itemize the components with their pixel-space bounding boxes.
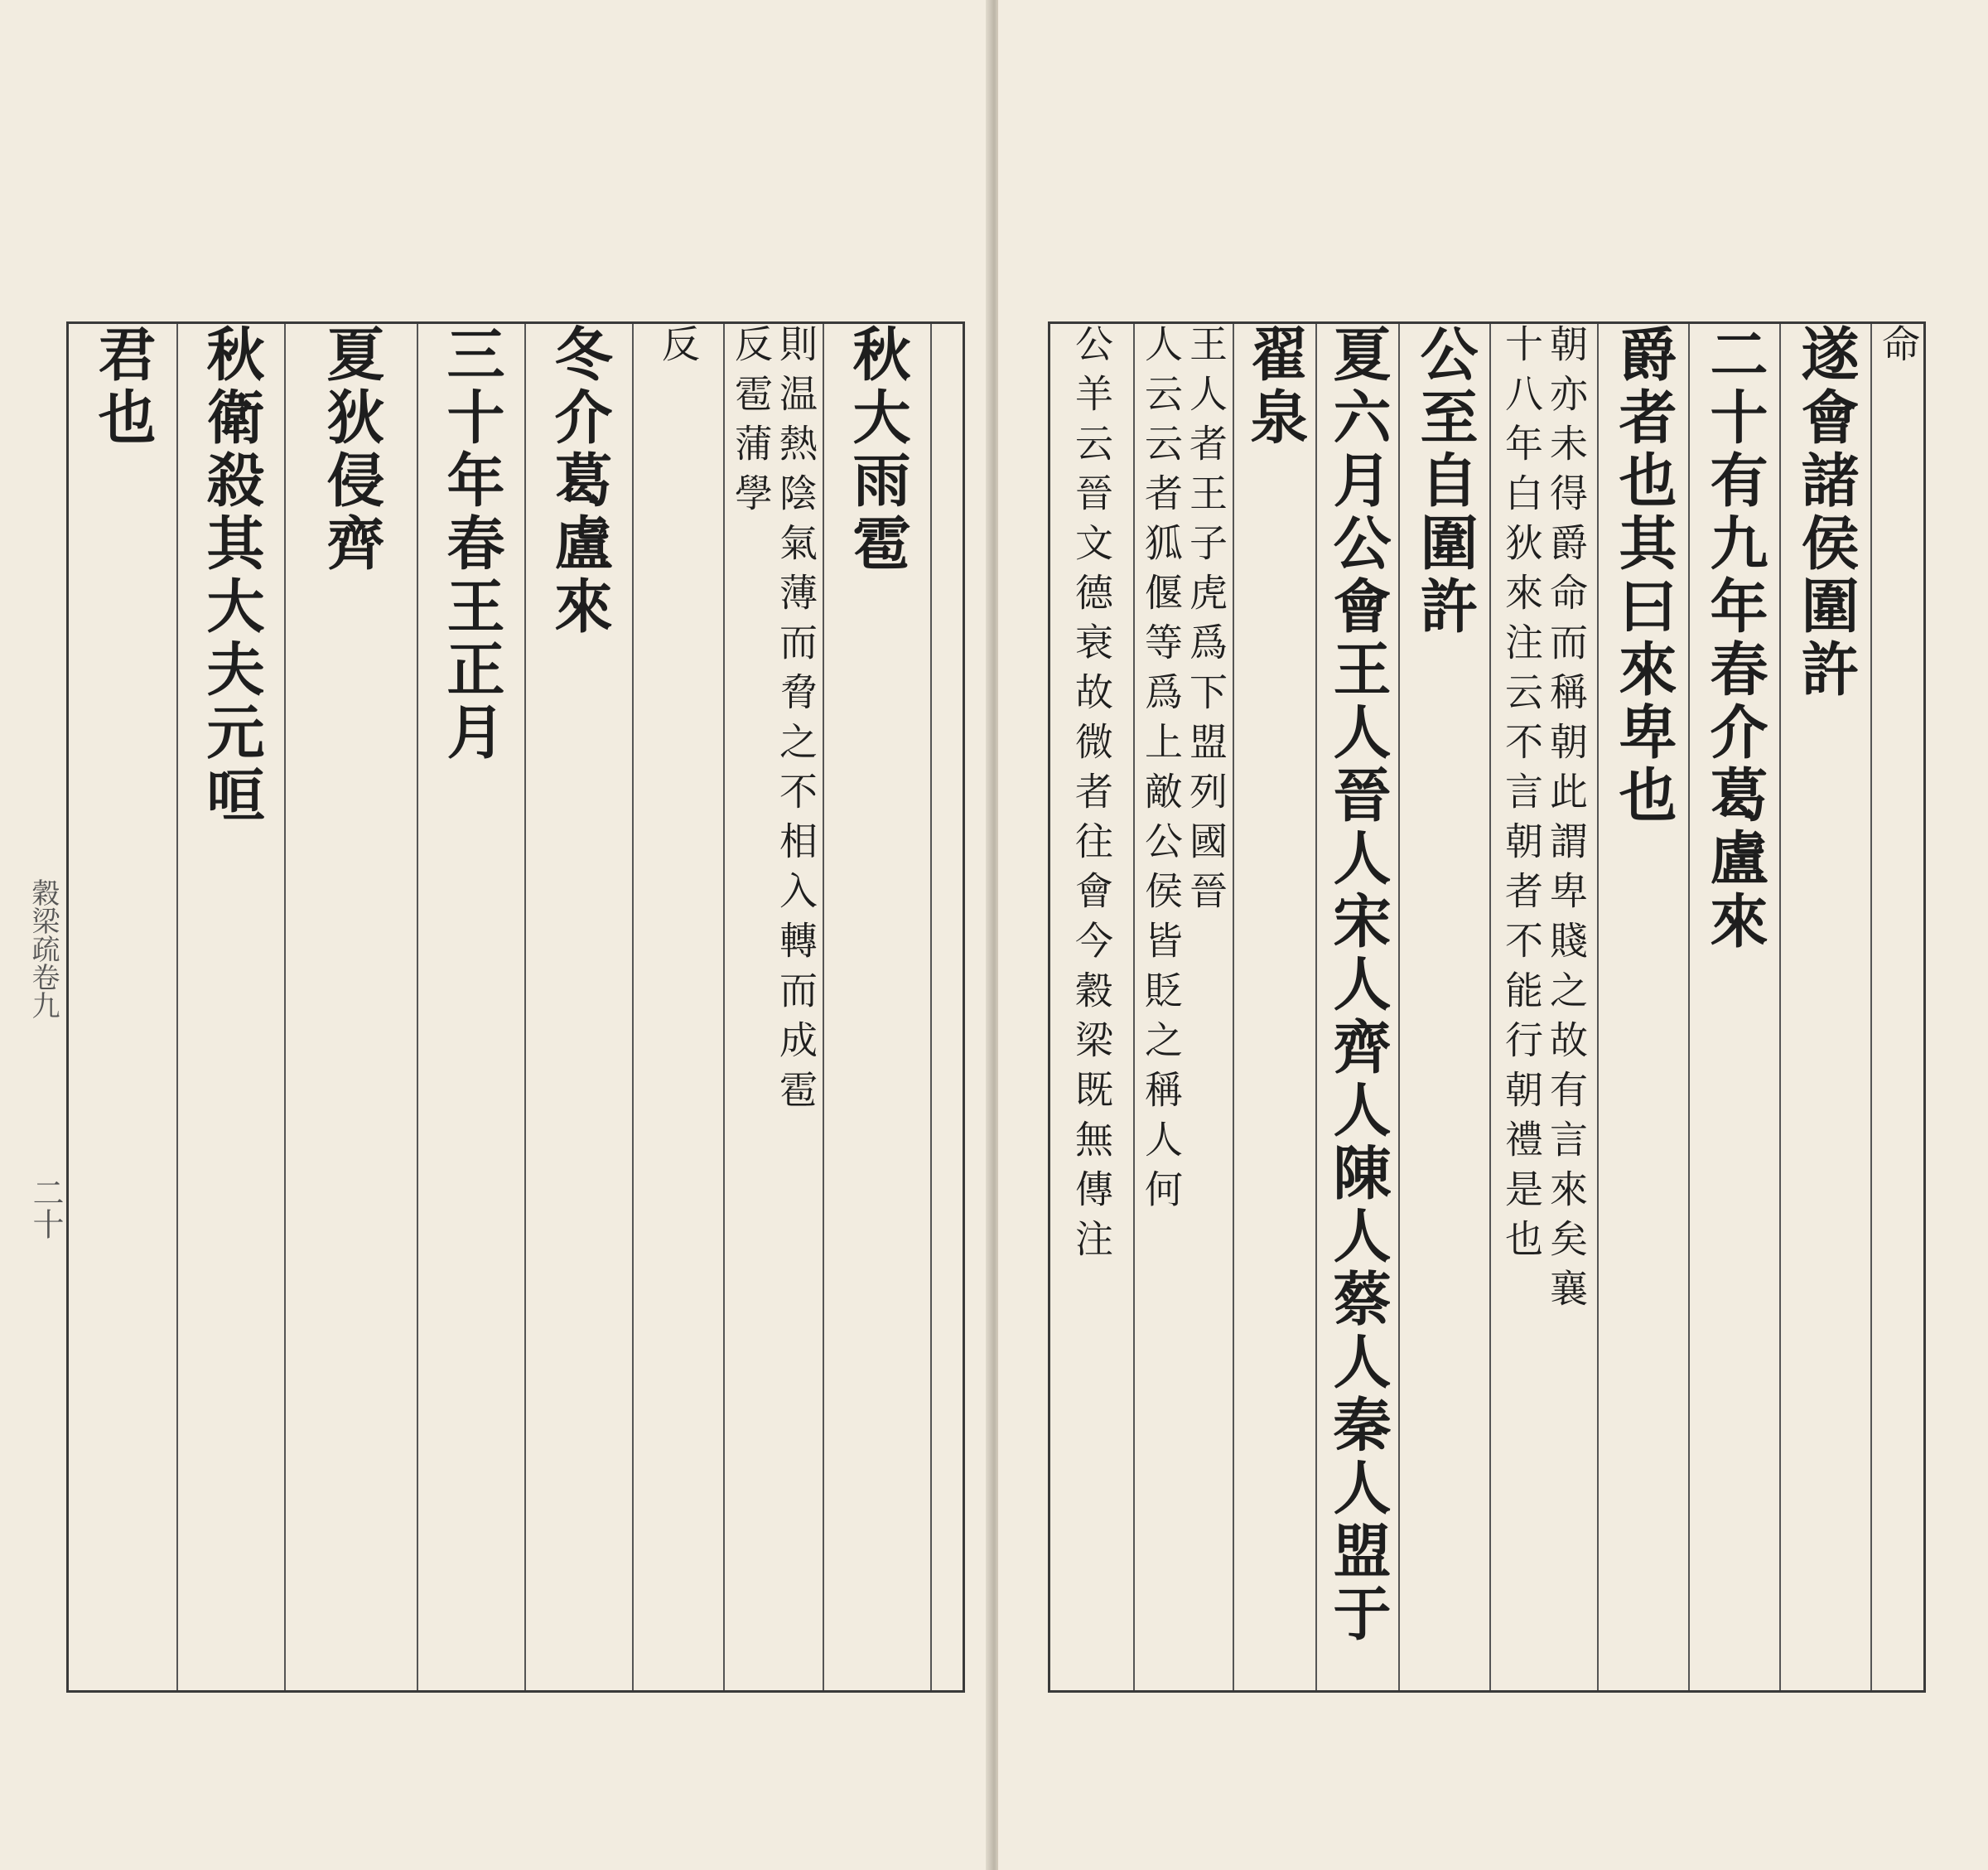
column-8: [823, 324, 930, 1690]
note-left: 反雹蒲學: [729, 324, 774, 523]
note-right: 則温熱陰氣薄而脅之不相入轉而成雹: [774, 324, 818, 1119]
main-text: 公至自圍許: [1411, 324, 1479, 639]
column-3: [1688, 324, 1779, 1690]
column-7: [723, 324, 823, 1690]
column-3: [284, 324, 417, 1690]
column-10: [1050, 324, 1133, 1690]
column-5: [524, 324, 632, 1690]
main-text: 秋大雨雹: [843, 324, 912, 576]
main-text: 遂會諸侯圍許: [1792, 324, 1860, 702]
column-5: [1489, 324, 1597, 1690]
main-text: 二十有九年春介葛盧來: [1701, 324, 1769, 954]
main-text: 三十年春王正月: [437, 324, 506, 765]
small-text: 命: [1876, 324, 1921, 374]
column-4: [417, 324, 524, 1690]
note-text: 公羊云晉文德衰故微者往會今穀梁既無傳注: [1069, 324, 1114, 1268]
column-6: [1398, 324, 1489, 1690]
main-text: 冬介葛盧來: [545, 324, 614, 639]
main-text: 翟泉: [1241, 324, 1310, 450]
note-left: 十八年白狄來注云不言朝者不能行朝禮是也: [1499, 324, 1544, 1268]
page-number: 二十: [27, 1177, 64, 1239]
right-page: [996, 0, 1988, 1870]
column-2: [1779, 324, 1870, 1690]
main-text: 爵者也其曰來卑也: [1609, 324, 1678, 828]
small-text: 反: [656, 324, 701, 374]
main-text: 秋衛殺其大夫元咺: [197, 324, 266, 828]
column-1: [1870, 324, 1925, 1690]
note-right: 王人者王子虎爲下盟列國晉: [1184, 324, 1228, 921]
column-1: [69, 324, 176, 1690]
column-6: [632, 324, 723, 1690]
left-text-frame: [66, 321, 965, 1693]
column-7: [1315, 324, 1398, 1690]
main-text: 夏狄侵齊: [317, 324, 386, 576]
right-text-frame: [1048, 321, 1926, 1693]
column-8: [1233, 324, 1315, 1690]
side-title: 穀梁疏卷九: [27, 878, 60, 1019]
note-right: 朝亦未得爵命而稱朝此謂卑賤之故有言來矣襄: [1544, 324, 1589, 1318]
column-2: [176, 324, 284, 1690]
column-9: [1133, 324, 1233, 1690]
main-text: 君也: [89, 324, 157, 450]
column-9: [930, 324, 965, 1690]
main-text: 夏六月公會王人晉人宋人齊人陳人蔡人秦人盟于: [1324, 324, 1392, 1646]
column-4: [1597, 324, 1688, 1690]
note-left: 人云云者狐偃等爲上敵公侯皆貶之稱人何: [1139, 324, 1184, 1219]
